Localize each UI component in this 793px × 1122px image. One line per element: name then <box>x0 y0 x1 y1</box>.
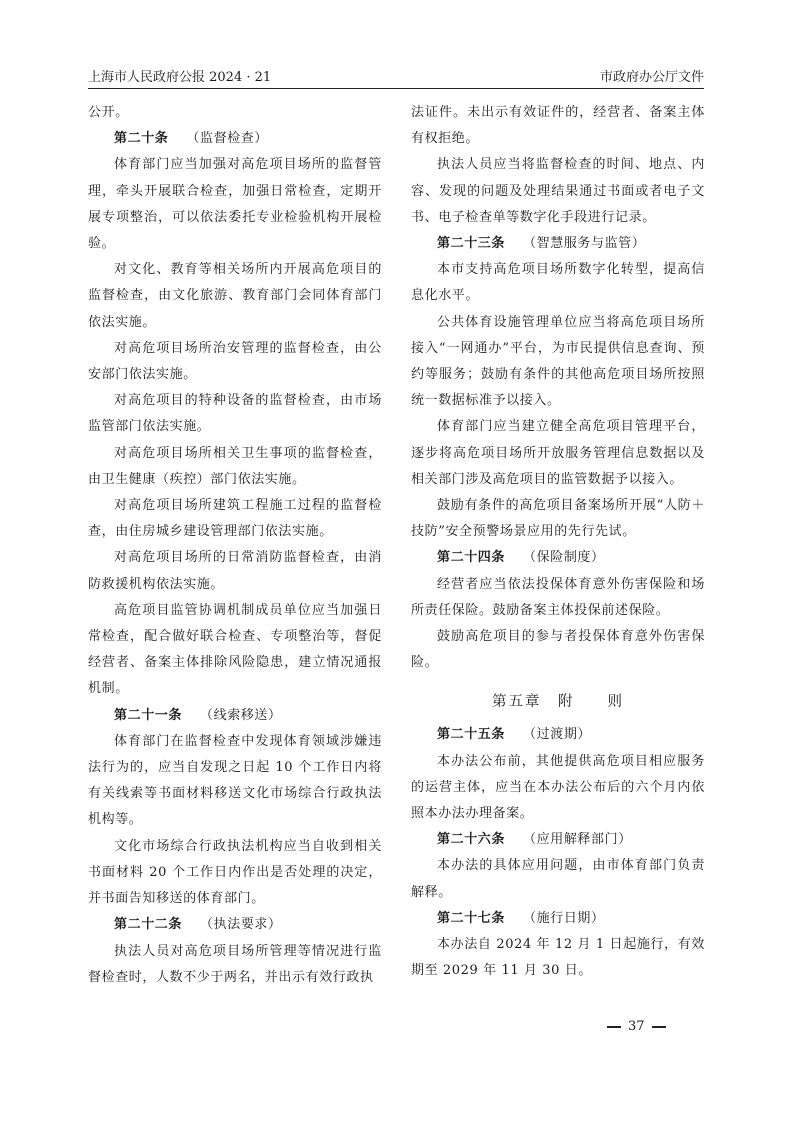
article-number: 第二十二条 <box>114 917 183 933</box>
body-paragraph: 对文化、教育等相关场所内开展高危项目的监督检查，由文化旅游、教育部门会同体育部门依法实施。 <box>88 262 382 330</box>
article-heading <box>88 912 382 938</box>
body-paragraph: 本办法自 2024 年 12 月 1 日起施行，有效期至 2029 年 11 月 30 日。 <box>411 937 705 979</box>
body-paragraph: 体育部门在监督检查中发现体育领域涉嫌违法行为的，应当自发现之日起 10 个工作日内将有关线索等书面材料移送文化市场综合行政执法机构等。 <box>88 733 382 828</box>
body-paragraph: 执法人员对高危项目场所管理等情况进行监督检查时，人数不少于两名，并出示有效行政执 <box>88 943 382 985</box>
running-header <box>88 64 704 89</box>
article-title: （监督检查） <box>186 131 269 147</box>
chapter-heading: 第五章 附 则 <box>492 694 624 711</box>
article-number: 第二十三条 <box>437 236 506 252</box>
article-title: （保险制度） <box>523 550 605 566</box>
article-title: （应用解释部门） <box>523 832 632 848</box>
continued-text: 法证件。未出示有效证件的，经营者、备案主体有权拒绝。 <box>411 105 705 147</box>
section-title: 市政府办公厅文件 <box>599 70 704 85</box>
article-title: （施行日期） <box>523 910 605 926</box>
article-number: 第二十一条 <box>114 707 183 723</box>
body-paragraph: 对高危项目场所治安管理的监督检查，由公安部门依法实施。 <box>88 340 382 383</box>
body-paragraph: 本办法公布前，其他提供高危项目相应服务的运营主体，应当在本办法公布后的六个月内依照本办法办理备案。 <box>411 753 705 822</box>
body-paragraph: 本市支持高危项目场所数字化转型，提高信息化水平。 <box>411 262 705 304</box>
body-paragraph: 鼓励有条件的高危项目备案场所开展“人防＋技防”安全预警场景应用的先行先试。 <box>411 498 705 540</box>
article-heading <box>411 906 705 932</box>
dash-left <box>607 1026 621 1028</box>
body-paragraph: 体育部门应当加强对高危项目场所的监督管理，牵头开展联合检查，加强日常检查，定期开展专项整治，可以依法委托专业检验机构开展检验。 <box>88 157 382 252</box>
publication-title: 上海市人民政府公报 2024 · 21 <box>88 70 272 85</box>
article-number: 第二十条 <box>114 131 169 147</box>
right-column <box>411 100 705 985</box>
dash-right <box>652 1026 666 1028</box>
article-heading <box>411 722 705 748</box>
body-paragraph: 文化市场综合行政执法机构应当自收到相关书面材料 20 个工作日内作出是否处理的决定，并书面告知移送的体育部门。 <box>88 838 382 907</box>
body-paragraph: 本办法的具体应用问题，由市体育部门负责解释。 <box>411 858 705 900</box>
article-heading <box>88 703 382 729</box>
article-number: 第二十七条 <box>437 910 506 926</box>
body-paragraph: 鼓励高危项目的参与者投保体育意外伤害保险。 <box>411 629 705 671</box>
article-heading <box>88 126 382 152</box>
article-heading <box>411 827 705 853</box>
article-title: （智慧服务与监管） <box>523 236 646 252</box>
article-number: 第二十六条 <box>437 832 506 848</box>
body-paragraph: 经营者应当依法投保体育意外伤害保险和场所责任保险。鼓励备案主体投保前述保险。 <box>411 576 705 618</box>
body-paragraph: 对高危项目场所相关卫生事项的监督检查，由卫生健康（疾控）部门依法实施。 <box>88 445 382 487</box>
left-column <box>88 100 382 991</box>
body-paragraph: 公共体育设施管理单位应当将高危项目场所接入“一网通办”平台，为市民提供信息查询、预约等服务；鼓励有条件的其他高危项目场所按照统一数据标准予以接入。 <box>411 314 705 409</box>
article-title: （执法要求） <box>200 917 282 933</box>
article-heading <box>411 545 705 571</box>
body-paragraph: 对高危项目场所建筑工程施工过程的监督检查，由住房城乡建设管理部门依法实施。 <box>88 498 382 540</box>
body-paragraph: 体育部门应当建立健全高危项目管理平台，逐步将高危项目场所开放服务管理信息数据以及相关部门涉及高危项目的监管数据予以接入。 <box>411 419 705 487</box>
body-paragraph: 对高危项目的特种设备的监督检查，由市场监管部门依法实施。 <box>88 393 382 435</box>
page-number: 37 <box>628 1019 645 1034</box>
article-title: （线索移送） <box>200 707 282 723</box>
page-footer <box>600 1019 673 1034</box>
body-paragraph: 高危项目监管协调机制成员单位应当加强日常检查，配合做好联合检查、专项整治等，督促经营者、备案主体排除风险隐患，建立情况通报机制。 <box>88 602 382 697</box>
continued-text: 公开。 <box>88 105 129 120</box>
article-number: 第二十五条 <box>437 727 506 743</box>
body-paragraph: 对高危项目场所的日常消防监督检查，由消防救援机构依法实施。 <box>88 550 382 592</box>
article-number: 第二十四条 <box>437 550 506 566</box>
article-title: （过渡期） <box>523 727 592 743</box>
article-heading <box>411 231 705 257</box>
body-paragraph: 执法人员应当将监督检查的时间、地点、内容、发现的问题及处理结果通过书面或者电子文书、电子检查单等数字化手段进行记录。 <box>411 157 705 225</box>
